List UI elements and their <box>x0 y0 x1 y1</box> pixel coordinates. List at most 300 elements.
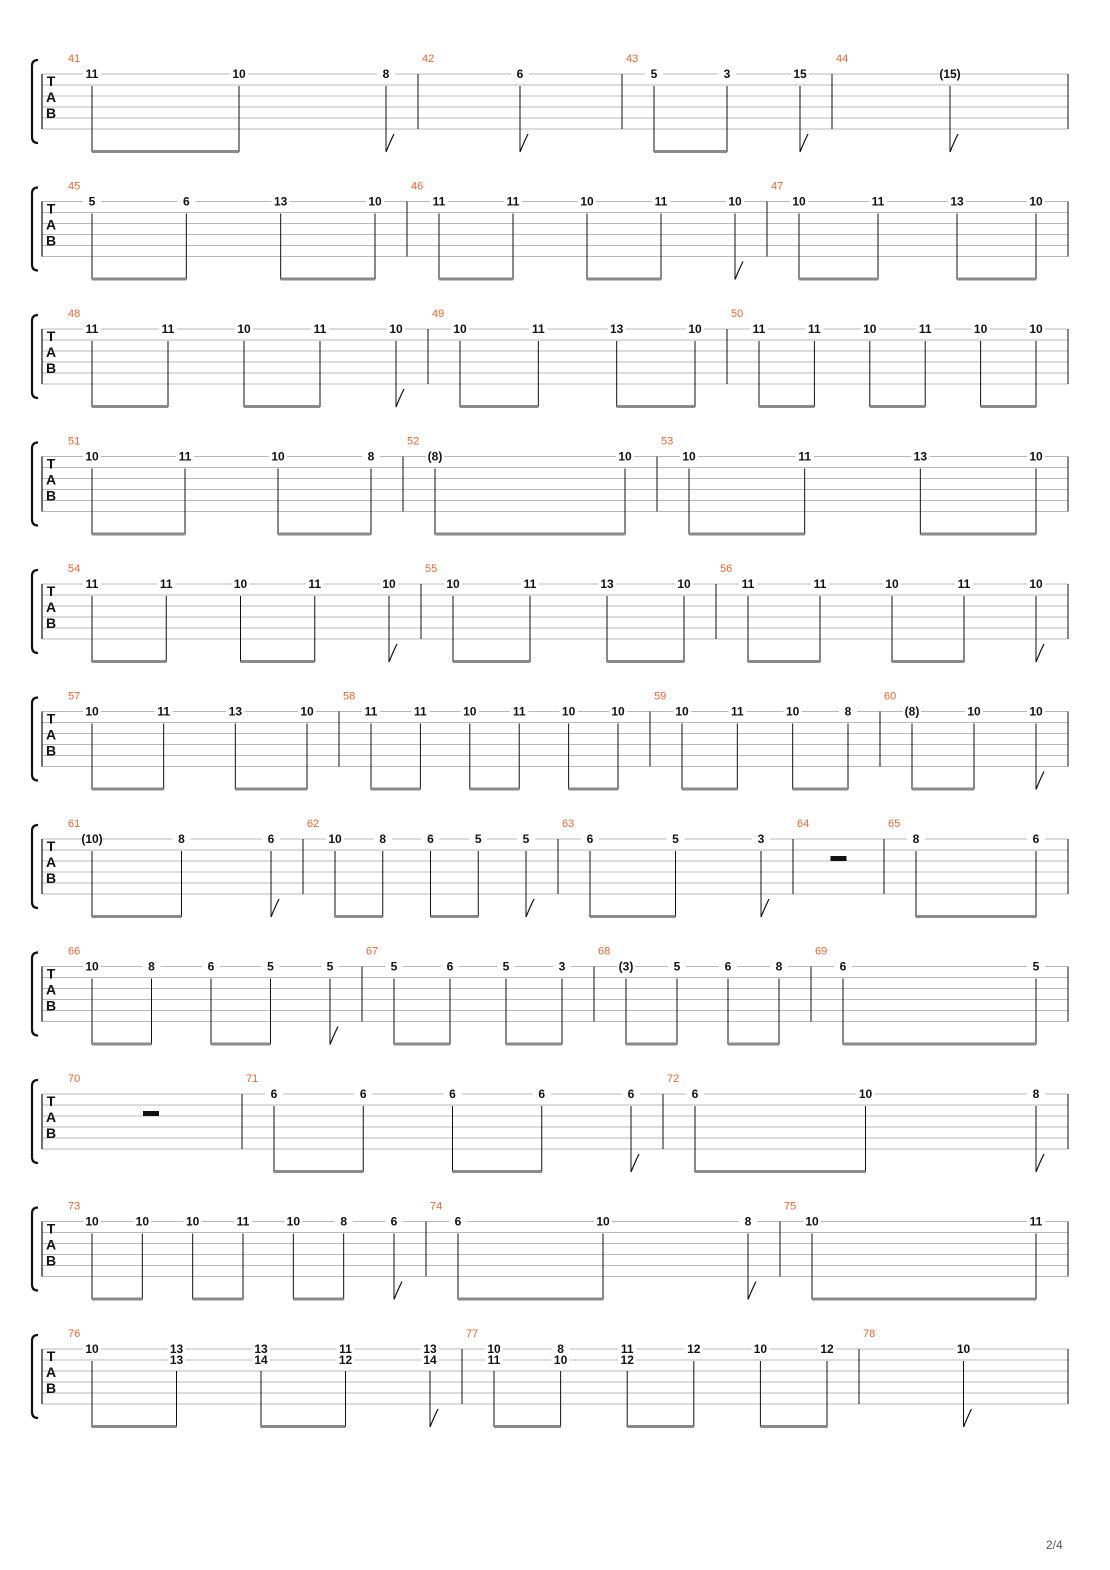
fret-number: 3 <box>723 67 731 81</box>
tab-note <box>594 1215 612 1300</box>
fret-number: 6 <box>586 832 594 846</box>
note-flag <box>1036 772 1044 790</box>
fret-number: 13 <box>273 194 288 209</box>
tab-clef-letter: B <box>45 1252 57 1269</box>
measure-number: 60 <box>884 690 897 703</box>
tab-clef-letter: T <box>46 200 56 217</box>
tab-clef-letter: T <box>46 455 56 472</box>
beam <box>470 788 519 791</box>
fret-number: 14 <box>423 1353 437 1367</box>
fret-number: 11 <box>957 577 971 591</box>
tab-note <box>83 322 101 407</box>
fret-number: 10 <box>286 1214 301 1229</box>
beam <box>92 278 186 281</box>
measure <box>68 691 316 791</box>
fret-number: 14 <box>254 1353 268 1367</box>
fret-number: 10 <box>463 704 477 719</box>
fret-number: 10 <box>675 704 689 719</box>
tab-note <box>155 705 173 790</box>
measure-number: 55 <box>425 563 438 575</box>
note-flag <box>396 389 404 407</box>
beam <box>607 660 684 663</box>
note-flag <box>761 899 769 917</box>
fret-number: 10 <box>863 322 877 336</box>
tab-clef-letter: A <box>45 471 57 488</box>
beam <box>211 1043 271 1046</box>
fret-number: 10 <box>487 1342 501 1356</box>
measure-number: 50 <box>731 308 744 320</box>
fret-number: 11 <box>432 194 446 209</box>
beam <box>371 788 420 791</box>
measure <box>68 436 380 536</box>
tab-note <box>83 195 101 280</box>
fret-number: 6 <box>427 832 434 846</box>
tab-system <box>32 946 1068 1046</box>
measure <box>68 1328 439 1428</box>
tab-note <box>485 1342 503 1427</box>
tab-note <box>83 1342 101 1427</box>
tab-clef-letter: A <box>45 216 57 233</box>
tab-note <box>83 450 101 535</box>
fret-number: 6 <box>270 1087 278 1101</box>
fret-number: 11 <box>157 704 171 719</box>
tab-clef-letter: T <box>46 965 56 982</box>
beam <box>590 915 676 918</box>
fret-number: 11 <box>159 577 173 591</box>
measure <box>343 691 627 791</box>
tab-system <box>32 818 1068 918</box>
fret-number: 10 <box>85 1214 99 1229</box>
tab-clef-letter: T <box>46 838 56 854</box>
measure <box>784 1201 1045 1301</box>
measure <box>432 308 704 408</box>
fret-number: 6 <box>724 959 732 974</box>
note-flag <box>631 1154 639 1172</box>
measure <box>68 1201 403 1301</box>
tab-note <box>667 832 685 917</box>
tab-note <box>83 577 101 662</box>
measure-number: 70 <box>68 1073 81 1085</box>
tab-clef-letter: A <box>45 726 57 743</box>
tab-note <box>387 322 405 407</box>
fret-number: 10 <box>973 322 988 336</box>
tab-note <box>430 195 448 280</box>
note-flag <box>394 1282 402 1300</box>
beam <box>460 405 538 408</box>
beam <box>241 660 315 663</box>
beam <box>759 405 814 408</box>
tab-note <box>911 450 929 535</box>
tab-note <box>1027 960 1045 1045</box>
fret-number: 10 <box>1029 449 1043 464</box>
fret-number: 8 <box>1032 1087 1040 1101</box>
tab-note <box>176 450 194 535</box>
measure <box>366 946 571 1046</box>
fret-number: 11 <box>487 1353 501 1367</box>
tab-note <box>362 705 380 790</box>
measure <box>411 181 744 281</box>
measure <box>836 53 961 152</box>
tab-note <box>718 67 736 152</box>
tab-note <box>354 1087 372 1172</box>
system-bracket <box>32 188 38 271</box>
beam <box>916 915 1036 918</box>
beam <box>92 150 239 153</box>
tab-note <box>444 577 462 662</box>
measure <box>888 818 1045 918</box>
fret-number: 11 <box>1029 1214 1043 1229</box>
measure <box>425 563 693 663</box>
beam <box>92 1425 177 1428</box>
fret-number: (10) <box>81 832 103 846</box>
tab-note <box>202 960 220 1045</box>
tab-note <box>834 960 852 1045</box>
measure-number: 65 <box>888 818 901 830</box>
note-flag <box>271 899 279 917</box>
tab-note <box>306 577 324 662</box>
tab-note <box>1027 450 1045 535</box>
fret-number: 5 <box>326 959 334 974</box>
measure <box>68 946 339 1046</box>
measure <box>884 691 1045 791</box>
fret-number: 10 <box>967 704 981 719</box>
beam <box>617 405 695 408</box>
note-flag <box>386 134 394 152</box>
tab-note <box>511 67 529 152</box>
tab-note <box>1027 577 1045 662</box>
fret-number: 11 <box>808 322 821 336</box>
measure <box>68 818 280 918</box>
note-flag <box>964 1409 972 1427</box>
beam <box>799 278 878 281</box>
fret-number: 10 <box>271 449 285 464</box>
fret-number: 11 <box>798 449 812 464</box>
tab-note <box>686 322 704 407</box>
tab-clef-letter: A <box>45 1236 57 1253</box>
beam <box>439 278 513 281</box>
measure <box>654 691 857 791</box>
tab-note <box>272 195 290 280</box>
fret-number: 12 <box>338 1353 353 1367</box>
fret-number: 5 <box>672 832 679 846</box>
fret-number: 11 <box>813 577 827 591</box>
note-flag <box>800 134 808 152</box>
measure-number: 67 <box>366 945 379 958</box>
tab-system <box>32 181 1068 281</box>
measure <box>68 563 398 663</box>
fret-number: 13 <box>600 577 614 591</box>
beam <box>435 533 625 536</box>
beam <box>626 1043 677 1046</box>
fret-number: 10 <box>561 704 576 719</box>
fret-number: 10 <box>1029 194 1043 209</box>
fret-number: 11 <box>871 194 885 209</box>
tab-note <box>143 960 161 1045</box>
tab-clef-letter: B <box>45 742 57 759</box>
fret-number: 11 <box>339 1342 352 1356</box>
fret-number: 10 <box>368 194 382 209</box>
tab-note <box>362 450 380 535</box>
beam <box>193 1298 243 1301</box>
measure-number: 52 <box>407 435 420 448</box>
fret-number: 13 <box>169 1342 184 1356</box>
beam <box>695 1170 866 1173</box>
beam <box>957 278 1036 281</box>
tab-note <box>168 1342 186 1427</box>
tab-note <box>739 1215 757 1300</box>
tab-note <box>578 195 596 280</box>
tab-note <box>521 577 539 662</box>
measure-number: 68 <box>598 945 611 958</box>
fret-number: 8 <box>912 832 920 846</box>
tab-note <box>421 1342 439 1427</box>
tab-system <box>32 53 1068 153</box>
tab-note <box>529 322 547 407</box>
fret-number: 11 <box>506 194 520 209</box>
tab-note <box>269 450 287 535</box>
fret-number: 10 <box>300 704 314 719</box>
tab-note <box>617 960 635 1045</box>
system-bracket <box>32 1080 38 1163</box>
tab-clef-letter: T <box>46 1220 56 1237</box>
fret-number: 8 <box>844 704 852 719</box>
fret-number: 11 <box>531 322 545 336</box>
tab-note <box>770 960 788 1045</box>
tab-note <box>337 1342 355 1427</box>
fret-number: 8 <box>557 1342 564 1356</box>
tab-note <box>385 960 403 1045</box>
tab-clef-letter: T <box>46 1093 56 1109</box>
tab-note <box>232 577 250 662</box>
fret-number: 8 <box>379 832 387 846</box>
tab-note <box>739 577 757 662</box>
fret-number: 8 <box>744 1214 752 1229</box>
tab-note <box>857 1087 875 1172</box>
fret-number: 6 <box>538 1087 546 1101</box>
tab-note <box>262 832 280 917</box>
fret-number: 11 <box>364 704 378 719</box>
fret-number: 10 <box>618 449 632 464</box>
beam <box>92 915 182 918</box>
system-bracket <box>32 953 38 1036</box>
fret-number: 5 <box>390 959 398 974</box>
beam <box>244 405 320 408</box>
beam <box>92 788 164 791</box>
tab-note <box>750 322 768 407</box>
tab-note <box>284 1215 302 1300</box>
tab-note <box>673 705 691 790</box>
tab-note <box>1027 705 1045 790</box>
fret-number: 6 <box>390 1214 398 1229</box>
tab-system <box>32 1201 1068 1301</box>
tab-clef-letter: B <box>45 360 57 376</box>
fret-number: 13 <box>423 1342 437 1356</box>
tab-note <box>553 960 571 1045</box>
tab-system <box>32 436 1068 536</box>
tab-clef-letter: B <box>45 105 57 121</box>
fret-number: 10 <box>237 322 251 336</box>
measure-number: 78 <box>863 1328 876 1340</box>
tab-note <box>451 322 469 407</box>
tab-note <box>791 67 809 152</box>
tab-note <box>675 577 693 662</box>
beam <box>494 1425 561 1428</box>
fret-number: 11 <box>236 1214 250 1229</box>
tab-note <box>784 705 802 790</box>
tab-note <box>184 1215 202 1300</box>
measure-number: 41 <box>68 53 81 65</box>
tab-clef-letter: A <box>45 344 57 360</box>
tab-note <box>883 577 901 662</box>
page-number: 2/4 <box>1046 1538 1063 1552</box>
beam <box>569 788 618 791</box>
tab-note <box>560 705 578 790</box>
measure <box>626 53 809 153</box>
tab-note <box>449 1215 467 1300</box>
tab-system <box>32 1073 1068 1173</box>
beam <box>912 788 974 791</box>
tab-clef-letter: T <box>46 1348 56 1364</box>
measure-number: 53 <box>661 435 674 448</box>
fret-number: 11 <box>918 322 932 336</box>
tab-note <box>1027 832 1045 917</box>
beam <box>870 405 925 408</box>
tab-note <box>234 1215 252 1300</box>
tab-note <box>298 705 316 790</box>
tab-system <box>32 691 1068 791</box>
tab-note <box>177 195 195 280</box>
tab-note <box>497 960 515 1045</box>
system-bracket <box>32 698 38 781</box>
beam <box>278 533 371 536</box>
fret-number: 11 <box>85 67 99 81</box>
tab-note <box>157 577 175 662</box>
tab-note <box>668 960 686 1045</box>
note-flag <box>330 1027 338 1045</box>
tab-note <box>652 195 670 280</box>
fret-number: 10 <box>446 577 460 591</box>
beam <box>728 1043 779 1046</box>
tab-note <box>461 705 479 790</box>
tab-note <box>916 322 934 407</box>
tab-note <box>598 577 616 662</box>
tab-note <box>377 67 395 152</box>
tab-note <box>680 450 698 535</box>
tab-note <box>907 832 925 917</box>
fret-number: 13 <box>228 704 243 719</box>
tab-clef-letter: A <box>45 89 57 105</box>
fret-number: 10 <box>85 449 99 464</box>
system-bracket <box>32 570 38 653</box>
fret-number: 10 <box>688 322 702 336</box>
fret-number: 10 <box>580 194 594 209</box>
fret-number: 5 <box>650 67 658 81</box>
beam <box>335 915 383 918</box>
fret-number: 5 <box>88 194 96 209</box>
fret-number: 10 <box>135 1214 150 1229</box>
note-flag <box>430 1409 438 1427</box>
beam <box>261 1425 346 1428</box>
tab-clef-letter: T <box>46 710 56 727</box>
tab-note <box>133 1215 151 1300</box>
fret-number: 8 <box>340 1214 348 1229</box>
tab-note <box>728 705 746 790</box>
beam <box>812 1298 1036 1301</box>
tab-note <box>965 705 983 790</box>
tab-note <box>869 195 887 280</box>
beam <box>654 150 727 153</box>
fret-number: 10 <box>1029 704 1043 719</box>
beam <box>431 915 479 918</box>
tab-note <box>469 832 487 917</box>
tab-note <box>719 960 737 1045</box>
measure-number: 75 <box>784 1200 797 1213</box>
tab-clef-letter: B <box>45 1380 57 1396</box>
beam <box>92 1043 152 1046</box>
tab-note <box>230 67 248 152</box>
fret-number: 10 <box>805 1214 819 1229</box>
measure-number: 58 <box>343 690 356 703</box>
beam <box>458 1298 603 1301</box>
fret-number: 11 <box>178 449 192 464</box>
tab-note <box>262 960 280 1045</box>
tab-note <box>796 450 814 535</box>
tab-note <box>811 577 829 662</box>
fret-number: 5 <box>502 959 510 974</box>
fret-number: 5 <box>522 832 530 846</box>
tab-clef-letter: A <box>45 599 57 615</box>
note-flag <box>389 644 397 662</box>
tab-clef-letter: A <box>45 854 57 870</box>
fret-number: 6 <box>1032 832 1040 846</box>
fret-number: 11 <box>161 322 175 336</box>
fret-number: 11 <box>308 577 322 591</box>
tab-note <box>385 1215 403 1300</box>
fret-number: 6 <box>516 67 524 81</box>
tab-clef-letter: A <box>45 1109 57 1125</box>
fret-number: 10 <box>728 194 742 209</box>
tab-note <box>726 195 744 280</box>
beam <box>506 1043 562 1046</box>
fret-number: 12 <box>820 1342 834 1356</box>
fret-number: 10 <box>753 1342 768 1356</box>
tab-note <box>252 1342 270 1427</box>
beam <box>682 788 737 791</box>
tab-note <box>235 322 253 407</box>
tab-note <box>422 832 440 917</box>
measure-number: 51 <box>68 435 81 448</box>
fret-number: 10 <box>553 1353 568 1367</box>
fret-number: 5 <box>673 959 681 974</box>
tab-clef-letter: B <box>45 232 57 249</box>
fret-number: 10 <box>792 194 806 209</box>
beam <box>92 660 166 663</box>
fret-number: 11 <box>654 194 668 209</box>
measure-number: 42 <box>422 53 435 65</box>
fret-number: 10 <box>328 832 342 846</box>
tab-note <box>533 1087 551 1172</box>
fret-number: 6 <box>449 1087 456 1101</box>
measure-number: 59 <box>654 690 667 703</box>
beam <box>892 660 964 663</box>
fret-number: 10 <box>611 704 625 719</box>
tab-note <box>1027 322 1045 407</box>
measure <box>815 946 1045 1046</box>
fret-number: (3) <box>618 959 634 974</box>
half-rest <box>143 1111 159 1116</box>
note-flag <box>526 899 534 917</box>
measure-number: 62 <box>307 818 320 830</box>
